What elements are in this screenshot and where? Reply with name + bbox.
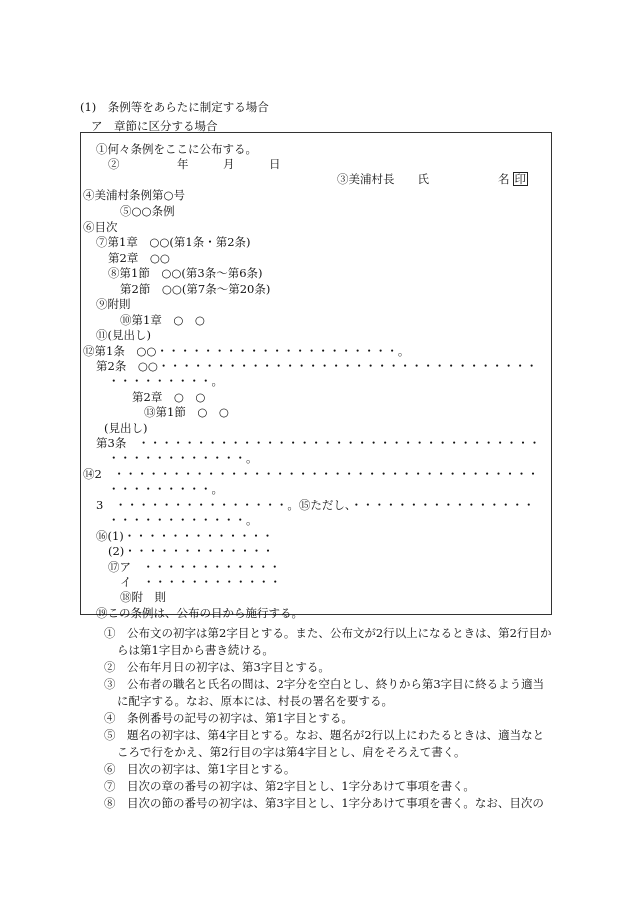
article-3: 第3条 ・・・・・・・・・・・・・・・・・・・・・・・・・・・・・・・・・・・ <box>96 436 541 450</box>
note-5: ⑤ 題名の初字は、第4字目とする。なお、題名が2行以上にわたるときは、適当なと <box>104 728 545 742</box>
section-heading-1: (1) 条例等をあらたに制定する場合 <box>80 100 269 114</box>
ordinance-number: ④美浦村条例第○号 <box>83 188 186 202</box>
toc-chapter-2: 第2章 ○○ <box>108 251 170 265</box>
chapter-1-heading: ⑩第1章 ○ ○ <box>120 313 205 327</box>
section-heading-2: ア 章節に区分する場合 <box>91 119 218 133</box>
seal-mark: 印 <box>514 172 526 186</box>
note-8: ⑧ 目次の節の番号の初字は、第3字目とし、1字分あけて事項を書く。なお、目次の <box>104 796 544 810</box>
supplementary-heading: ⑱附 則 <box>120 590 166 604</box>
date-line: ② 年 月 日 <box>108 157 281 171</box>
signer-line <box>337 172 528 186</box>
sub-item-i: イ ・・・・・・・・・・・・ <box>120 575 281 589</box>
note-3-cont: に配字する。なお、原本には、村長の署名を要する。 <box>117 694 393 708</box>
caption-placeholder-2: (見出し) <box>104 421 148 435</box>
note-7: ⑦ 目次の章の番号の初字は、第2字目とし、1字分あけて事項を書く。 <box>104 779 475 793</box>
paragraph-2: ⑭2 ・・・・・・・・・・・・・・・・・・・・・・・・・・・・・・・・・・・・・ <box>83 467 539 481</box>
toc-chapter-1: ⑦第1章 ○○(第1条・第2条) <box>96 235 251 249</box>
toc-supplementary: ⑨附則 <box>96 297 131 311</box>
note-6: ⑥ 目次の初字は、第1字目とする。 <box>104 762 296 776</box>
promulgation-line: ①何々条例をここに公布する。 <box>96 142 257 156</box>
article-1: ⑫第1条 ○○・・・・・・・・・・・・・・・・・・・・・。 <box>83 344 410 358</box>
note-2: ② 公布年月日の初字は、第3字目とする。 <box>104 660 330 674</box>
article-3-cont: ・・・・・・・・・・・・。 <box>108 451 258 465</box>
ordinance-title: ⑤○○条例 <box>120 204 175 218</box>
section-1-heading: ⑬第1節 ○ ○ <box>144 405 229 419</box>
item-1: ⑯(1)・・・・・・・・・・・・・ <box>96 529 274 543</box>
toc-section-1: ⑧第1節 ○○(第3条～第6条) <box>108 266 263 280</box>
paragraph-3: 3 ・・・・・・・・・・・・・・・。⑮ただし、・・・・・・・・・・・・・・・・ <box>96 498 535 512</box>
note-3: ③ 公布者の職名と氏名の間は、2字分を空白とし、終りから第3字目に終るよう適当 <box>104 677 545 691</box>
note-1-cont: らは第1字目から書き続ける。 <box>117 643 274 657</box>
article-2: 第2条 ○○・・・・・・・・・・・・・・・・・・・・・・・・・・・・・・・・・ <box>96 359 538 373</box>
item-2: (2)・・・・・・・・・・・・・ <box>108 544 274 558</box>
note-4: ④ 条例番号の記号の初字は、第1字目とする。 <box>104 711 353 725</box>
note-1: ① 公布文の初字は第2字目とする。また、公布文が2行以上になるときは、第2行目か <box>104 626 552 640</box>
article-2-cont: ・・・・・・・・・。 <box>108 374 223 388</box>
sub-item-a: ⑰ア ・・・・・・・・・・・・ <box>108 560 281 574</box>
enforcement-clause: ⑲この条例は、公布の日から施行する。 <box>96 606 303 620</box>
paragraph-3-cont: ・・・・・・・・・・・・。 <box>108 513 258 527</box>
note-5-cont: ころで行をかえ、第2行目の字は第4字目とし、肩をそろえて書く。 <box>117 745 466 759</box>
chapter-2-heading: 第2章 ○ ○ <box>132 390 206 404</box>
toc-heading: ⑥目次 <box>83 220 118 234</box>
paragraph-2-cont: ・・・・・・・・・。 <box>108 482 223 496</box>
signer-text: ③美浦村長 氏 名 <box>337 172 510 186</box>
caption-placeholder: ⑪(見出し) <box>96 328 151 342</box>
toc-section-2: 第2節 ○○(第7条～第20条) <box>120 282 271 296</box>
